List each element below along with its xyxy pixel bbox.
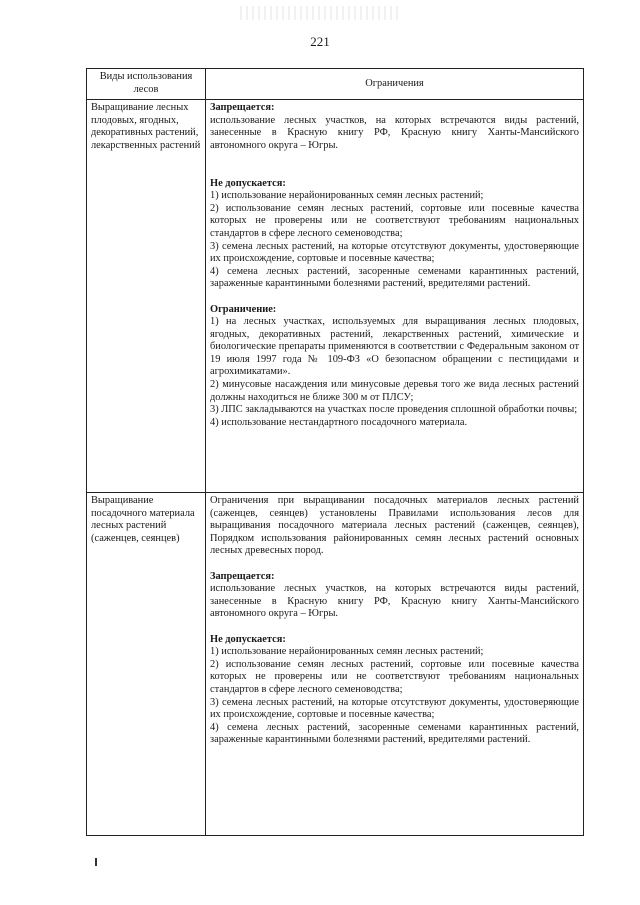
restrictions-cell [206,100,584,493]
table-header-row [87,69,584,100]
restriction-line: 1) использование нерайонированных семян лесных растений; [210,646,484,658]
restriction-line: 3) семена лесных растений, на которые отсутствуют документы, удостоверяющие их происхождение, сортовые и посевные качества; [210,696,579,721]
section-title: Ограничение: [210,303,277,315]
forest-use-type-cell: Выращивание лесных плодовых, ягодных, декоративных растений, лекарственных растений [87,100,206,493]
page-number: 221 [310,34,330,49]
restriction-line: Ограничения при выращивании посадочных материалов лесных растений (саженцев, сеянцев) установлены Правилами использования лесов для выращивания посадочного материала лесных растений (саженцев, сеянцев), Порядком использования районированных семян лесных растений основных лесных древесных пород. [210,495,579,557]
restriction-line: 2) минусовые насаждения или минусовые деревья того же вида лесных растений должны находиться не ближе 300 м от ПЛСУ; [210,379,579,403]
restrictions-table [86,68,584,836]
header-forest-use-types: Виды использования лесов [87,69,206,100]
forest-use-type-cell: Выращивание посадочного материала лесных растений (саженцев, сеянцев) [87,493,206,836]
section-title: Запрещается: [210,570,275,582]
restrictions-cell [206,493,584,836]
table-row [87,100,584,493]
restriction-line: 1) на лесных участках, используемых для выращивания лесных плодовых, ягодных, декоративных растений, лекарственных растений, химические и биологические препараты применяются в соответствии с Федеральным законом от 19 июля 1997 года № 109-ФЗ «О безопасном обращении с пестицидами и агрохимикатами». [210,316,579,378]
table-row [87,493,584,836]
restriction-line: 4) семена лесных растений, засоренные семенами карантинных растений, зараженные карантинными болезнями растений, вредителями растений. [210,721,579,746]
restriction-line: 4) семена лесных растений, засоренные семенами карантинных растений, зараженные карантинными болезнями растений, вредителями растений. [210,265,579,290]
restriction-line: 3) семена лесных растений, на которые отсутствуют документы, удостоверяющие их происхождение, сортовые и посевные качества; [210,240,579,265]
restriction-line: 2) использование семян лесных растений, сортовые или посевные качества которых не проверены или не соответствуют требованиям национальных стандартов в сфере лесного семеноводства; [210,658,579,695]
section-title: Не допускается: [210,633,286,645]
section-title: Не допускается: [210,177,286,189]
scan-noise [240,6,400,20]
restriction-line: 2) использование семян лесных растений, сортовые или посевные качества которых не проверены или не соответствуют требованиям национальных стандартов в сфере лесного семеноводства; [210,202,579,239]
restriction-line: использование лесных участков, на которых встречаются виды растений, занесенные в Красную книгу РФ, Красную книгу Ханты-Мансийского автономного округа – Югры. [210,583,579,620]
restriction-line: 4) использование нестандартного посадочного материала. [210,416,468,428]
header-restrictions: Ограничения [206,69,584,100]
restriction-line: использование лесных участков, на которых встречаются виды растений, занесенные в Красную книгу РФ, Красную книгу Ханты-Мансийского автономного округа – Югры. [210,114,579,151]
section-title: Запрещается: [210,102,275,113]
restriction-line: 3) ЛПС закладываются на участках после проведения сплошной обработки почвы; [210,404,578,416]
restriction-line: 1) использование нерайонированных семян лесных растений; [210,190,484,202]
scan-mark [95,858,97,866]
